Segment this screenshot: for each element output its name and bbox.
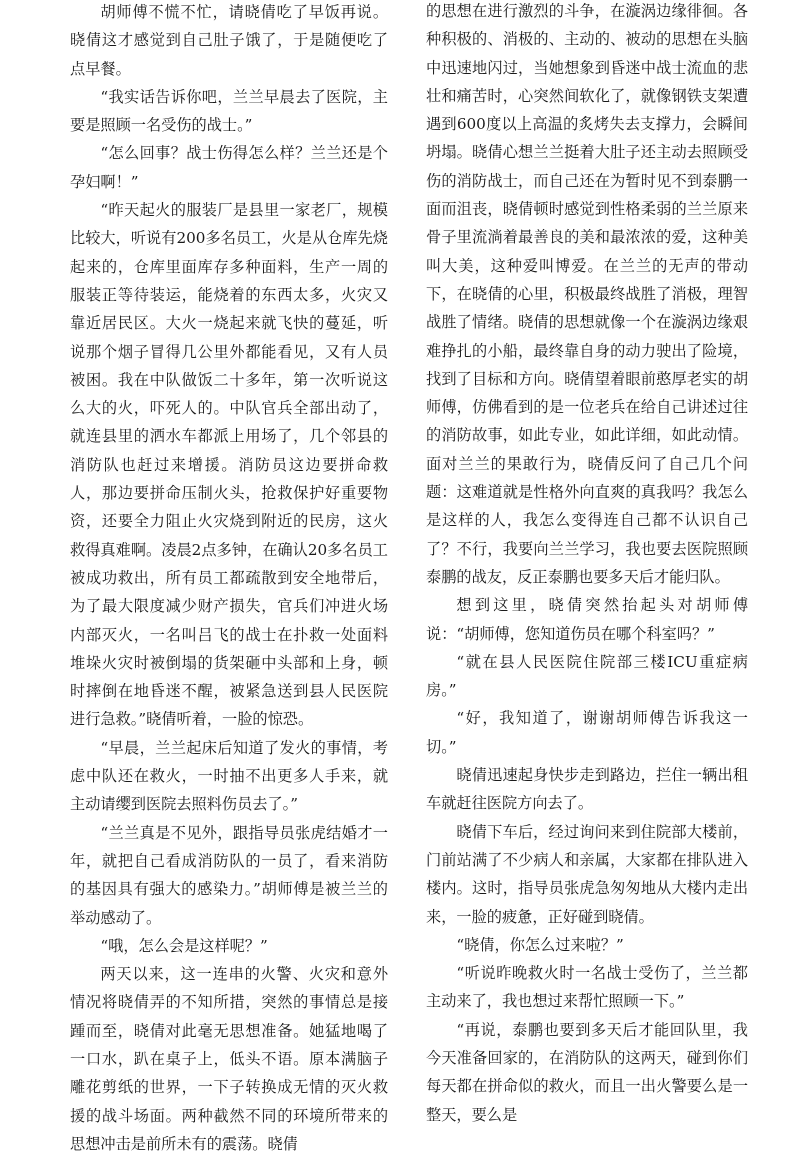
paragraph: “好，我知道了，谢谢胡师傅告诉我这一切。”: [426, 709, 748, 756]
paragraph: “怎么回事？战士伤得怎么样？兰兰还是个孕妇啊！”: [70, 144, 388, 191]
right-text-column: [426, 0, 748, 1124]
paragraph: “晓倩，你怎么过来啦？”: [456, 935, 624, 954]
paragraph: “哦，怎么会是这样呢？”: [100, 936, 268, 955]
paragraph: “再说，泰鹏也要到多天后才能回队里，我今天准备回家的，在消防队的这两天，碰到你们每天都在拼命似的救火，而且一出火警要么是一整天，要么是: [426, 1020, 748, 1124]
paragraph: “早晨，兰兰起床后知道了发火的事情，考虑中队还在救火，一时抽不出更多人手来，就主动请缨到医院去照料伤员去了。”: [70, 738, 388, 814]
paragraph: “就在县人民医院住院部三楼ICU重症病房。”: [426, 652, 748, 700]
left-text-column: [70, 0, 388, 1153]
paragraph: 想到这里，晓倩突然抬起头对胡师傅说：“胡师傅，您知道伤员在哪个科室吗？”: [426, 596, 748, 643]
paragraph: 胡师傅不慌不忙，请晓倩吃了早饭再说。晓倩这才感觉到自己肚子饿了，于是随便吃了点早餐。: [70, 3, 388, 78]
paragraph: 晓倩迅速起身快步走到路边，拦住一辆出租车就赶往医院方向去了。: [426, 766, 748, 813]
paragraph: “听说昨晚救火时一名战士受伤了，兰兰都主动来了，我也想过来帮忙照顾一下。”: [426, 964, 748, 1011]
paragraph: 两天以来，这一连串的火警、火灾和意外情况将晓倩弄的不知所措，突然的事情总是接踵而至，晓倩对此毫无思想准备。她猛地喝了一口水，趴在桌子上，低头不语。原本满脑子雕花剪纸的世界，一下子转换成无情的灭火救援的战斗场面。两种截然不同的环境所带来的思想冲击是前所未有的震荡。晓倩: [70, 965, 388, 1153]
paragraph: 晓倩下车后，经过询问来到住院部大楼前，门前站满了不少病人和亲属，大家都在排队进入楼内。这时，指导员张虎急匆匆地从大楼内走出来，一脸的疲惫，正好碰到晓倩。: [426, 822, 748, 926]
paragraph: “兰兰真是不见外，跟指导员张虎结婚才一年，就把自己看成消防队的一员了，看来消防的基因具有强大的感染力。”胡师傅是被兰兰的举动感动了。: [70, 823, 388, 927]
paragraph: “昨天起火的服装厂是县里一家老厂，规模比较大，听说有200多名员工，火是从仓库先烧起来的，仓库里面库存多种面料，生产一周的服装正等待装运，能烧着的东西太多，火灾又靠近居民区。大火一烧起来就飞快的蔓延，听说那个烟子冒得几公里外都能看见，又有人员被困。我在中队做饭二十多年，第一次听说这么大的火，吓死人的。中队官兵全部出动了，就连县里的洒水车都派上用场了，几个邻县的消防队也赶过来增援。消防员这边要拼命救人，那边要拼命压制火头，抢救保护好重要物资，还要全力阻止火灾烧到附近的民房，这火救得真难啊。凌晨2点多钟，在确认20多名员工被成功救出，所有员工都疏散到安全地带后，为了最大限度减少财产损失，官兵们冲进火场内部灭火，一名叫吕飞的战士在扑救一处面料堆垛火灾时被倒塌的货架砸中头部和上身，顿时摔倒在地昏迷不醒，被紧急送到县人民医院进行急救。”晓倩听着，一脸的惊恐。: [70, 201, 388, 729]
paragraph-continued: 的思想在进行激烈的斗争，在漩涡边缘徘徊。各种积极的、消极的、主动的、被动的思想在头脑中迅速地闪过，当她想象到昏迷中战士流血的悲壮和痛苦时，心突然间软化了，就像钢铁支架遭遇到600度以上高温的炙烤失去支撑力，会瞬间坍塌。晓倩心想兰兰挺着大肚子还主动去照顾受伤的消防战士，而自己还在为暂时见不到泰鹏一面而沮丧，晓倩顿时感觉到性格柔弱的兰兰原来骨子里流淌着最善良的美和最浓浓的爱，这种美叫大美，这种爱叫博爱。在兰兰的无声的带动下，在晓倩的心里，积极最终战胜了消极，理智战胜了情绪。晓倩的思想就像一个在漩涡边缘艰难挣扎的小船，最终靠自身的动力驶出了险境，找到了目标和方向。晓倩望着眼前憨厚老实的胡师傅，仿佛看到的是一位老兵在给自己讲述过往的消防故事，如此专业，如此详细，如此动情。面对兰兰的果敢行为，晓倩反问了自己几个问题：这难道就是性格外向直爽的真我吗？我怎么是这样的人，我怎么变得连自己都不认识自己了？不行，我要向兰兰学习，我也要去医院照顾泰鹏的战友，反正泰鹏也要多天后才能归队。: [426, 2, 748, 586]
paragraph: “我实话告诉你吧，兰兰早晨去了医院，主要是照顾一名受伤的战士。”: [70, 87, 388, 135]
